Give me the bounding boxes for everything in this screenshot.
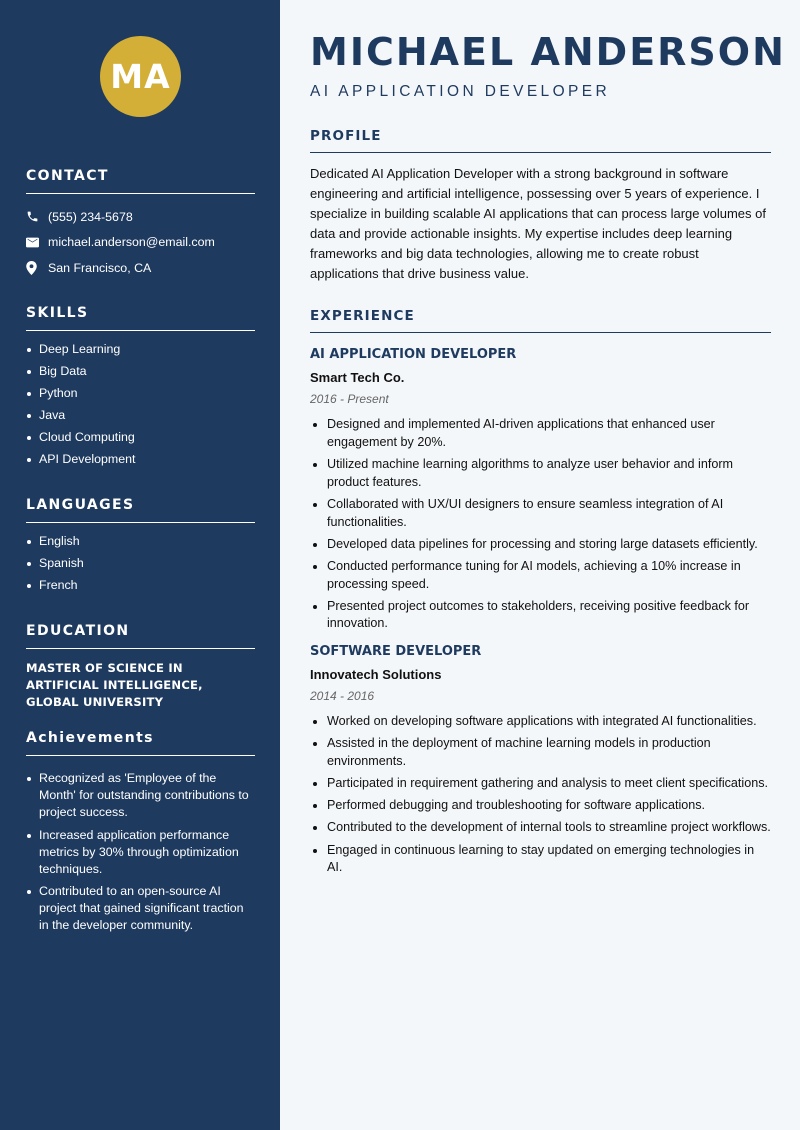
contact-email: [26, 230, 255, 256]
contact-location: [26, 255, 255, 281]
contact-heading: CONTACT: [26, 168, 255, 194]
achievement-item: Contributed to an open-source AI project that gained significant traction in the developer community.: [26, 883, 255, 935]
language-item: French: [26, 577, 255, 594]
job-company: Innovatech Solutions: [310, 667, 442, 683]
languages-section: [26, 497, 255, 599]
job-bullet: Performed debugging and troubleshooting for software applications.: [310, 797, 771, 815]
job-entry: [310, 347, 771, 633]
achievement-item: Increased application performance metrics by 30% through optimization techniques.: [26, 827, 255, 879]
job-bullet: Developed data pipelines for processing and storing large datasets efficiently.: [310, 536, 771, 554]
job-role: SOFTWARE DEVELOPER: [310, 644, 482, 660]
job-company: Smart Tech Co.: [310, 370, 405, 385]
education-section: [26, 623, 255, 711]
job-bullet: Engaged in continuous learning to stay updated on emerging technologies in AI.: [310, 842, 771, 878]
experience-heading: EXPERIENCE: [310, 308, 771, 333]
job-bullet: Designed and implemented AI-driven applications that enhanced user engagement by 20%.: [310, 416, 771, 452]
experience-section: [310, 308, 771, 881]
achievements-list: [26, 770, 255, 935]
achievements-section: [26, 730, 255, 940]
job-bullet: Assisted in the deployment of machine learning models in production environments.: [310, 735, 771, 771]
languages-heading: LANGUAGES: [26, 497, 255, 523]
contact-location-text: San Francisco, CA: [48, 260, 152, 275]
job-role: AI APPLICATION DEVELOPER: [310, 347, 517, 362]
education-heading: EDUCATION: [26, 623, 255, 649]
contact-section: [26, 168, 255, 281]
location-pin-icon: [26, 261, 48, 275]
job-bullet: Conducted performance tuning for AI models, achieving a 10% increase in processing speed.: [310, 558, 771, 594]
language-item: Spanish: [26, 555, 255, 572]
avatar: MA: [100, 36, 181, 117]
language-item: English: [26, 533, 255, 550]
contact-phone: [26, 204, 255, 230]
skill-item: API Development: [26, 451, 255, 468]
skills-list: [26, 341, 255, 469]
skill-item: Big Data: [26, 363, 255, 380]
education-degree: MASTER OF SCIENCE IN ARTIFICIAL INTELLIGENCE, GLOBAL UNIVERSITY: [26, 661, 203, 709]
job-bullet: Contributed to the development of internal tools to streamline project workflows.: [310, 819, 771, 837]
job-bullet: Collaborated with UX/UI designers to ensure seamless integration of AI functionalities.: [310, 496, 771, 532]
job-bullet: Participated in requirement gathering and analysis to meet client specifications.: [310, 775, 771, 793]
phone-icon: [26, 210, 48, 223]
job-dates: 2016 - Present: [310, 392, 389, 406]
skills-heading: SKILLS: [26, 305, 255, 331]
sidebar: [0, 0, 280, 1130]
job-entry: [310, 644, 771, 877]
skill-item: Java: [26, 407, 255, 424]
job-bullet: Worked on developing software applications with integrated AI functionalities.: [310, 713, 771, 731]
achievements-heading: Achievements: [26, 730, 255, 756]
skill-item: Deep Learning: [26, 341, 255, 358]
job-bullet: Presented project outcomes to stakeholders, receiving positive feedback for innovation.: [310, 598, 771, 634]
job-dates: 2014 - 2016: [310, 689, 375, 704]
skill-item: Cloud Computing: [26, 429, 255, 446]
candidate-title: AI APPLICATION DEVELOPER: [310, 83, 611, 100]
skill-item: Python: [26, 385, 255, 402]
job-bullet: Utilized machine learning algorithms to analyze user behavior and inform product features.: [310, 456, 771, 492]
email-icon: [26, 237, 48, 248]
languages-list: [26, 533, 255, 594]
profile-text: Dedicated AI Application Developer with a strong background in software engineering and artificial intelligence, possessing over 5 years of experience. I specialize in building scalable AI applications that can process large volumes of data and provide actionable insights. My expertise includes deep learning frameworks and big data technologies, allowing me to create robust applications that drive business value.: [310, 166, 766, 281]
candidate-name: MICHAEL ANDERSON: [310, 30, 786, 74]
job-bullets: [310, 416, 771, 633]
profile-heading: PROFILE: [310, 128, 771, 153]
contact-email-text: michael.anderson@email.com: [48, 235, 215, 250]
job-bullets: [310, 713, 771, 877]
achievement-item: Recognized as 'Employee of the Month' for outstanding contributions to project success.: [26, 770, 255, 822]
contact-phone-text: (555) 234-5678: [48, 209, 133, 224]
skills-section: [26, 305, 255, 474]
profile-section: [310, 128, 771, 284]
